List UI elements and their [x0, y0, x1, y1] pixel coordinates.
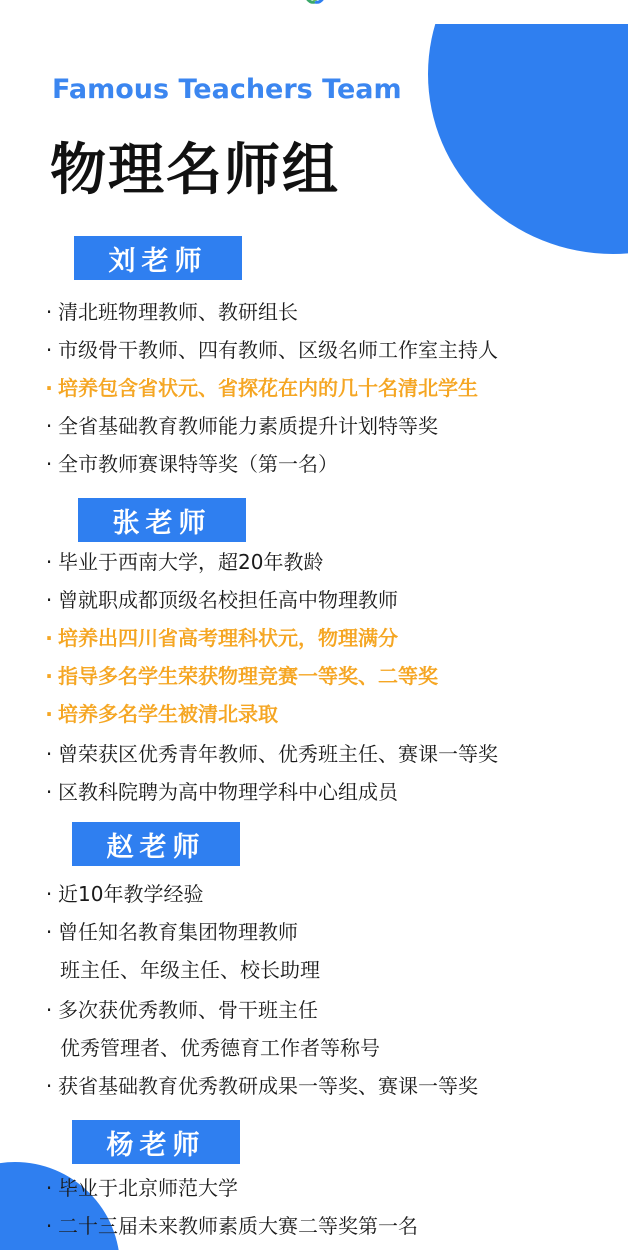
- list-item-highlight: · 培养出四川省高考理科状元，物理满分: [45, 626, 398, 650]
- list-item: · 全省基础教育教师能力素质提升计划特等奖: [45, 414, 438, 438]
- list-item: · 曾任知名教育集团物理教师: [45, 920, 298, 944]
- teacher-name-tag: 张老师: [78, 498, 246, 542]
- list-item: · 获省基础教育优秀教研成果一等奖、赛课一等奖: [45, 1074, 478, 1098]
- page-title: 物理名师组: [50, 138, 340, 203]
- list-item-highlight: · 培养多名学生被清北录取: [45, 702, 278, 726]
- list-item-continued: 优秀管理者、优秀德育工作者等称号: [60, 1036, 380, 1060]
- list-item: · 毕业于西南大学，超20年教龄: [45, 550, 324, 574]
- list-item: · 毕业于北京师范大学: [45, 1176, 238, 1200]
- list-item: · 曾就职成都顶级名校担任高中物理教师: [45, 588, 398, 612]
- list-item: · 多次获优秀教师、骨干班主任: [45, 998, 318, 1022]
- list-item-highlight: · 培养包含省状元、省探花在内的几十名清北学生: [45, 376, 478, 400]
- logo-icon: [298, 0, 332, 14]
- list-item: · 全市教师赛课特等奖（第一名）: [45, 452, 338, 476]
- teacher-name-tag: 赵老师: [72, 822, 240, 866]
- teacher-name-tag: 刘老师: [74, 236, 242, 280]
- list-item: · 曾荣获区优秀青年教师、优秀班主任、赛课一等奖: [45, 742, 498, 766]
- list-item: · 市级骨干教师、四有教师、区级名师工作室主持人: [45, 338, 498, 362]
- list-item-continued: 班主任、年级主任、校长助理: [60, 958, 320, 982]
- teacher-name-tag: 杨老师: [72, 1120, 240, 1164]
- list-item: · 近10年教学经验: [45, 882, 204, 906]
- english-title: Famous Teachers Team: [52, 74, 402, 105]
- list-item: · 区教科院聘为高中物理学科中心组成员: [45, 780, 398, 804]
- list-item-highlight: · 指导多名学生荣获物理竞赛一等奖、二等奖: [45, 664, 438, 688]
- list-item: · 二十三届未来教师素质大赛二等奖第一名: [45, 1214, 418, 1238]
- list-item: · 清北班物理教师、教研组长: [45, 300, 298, 324]
